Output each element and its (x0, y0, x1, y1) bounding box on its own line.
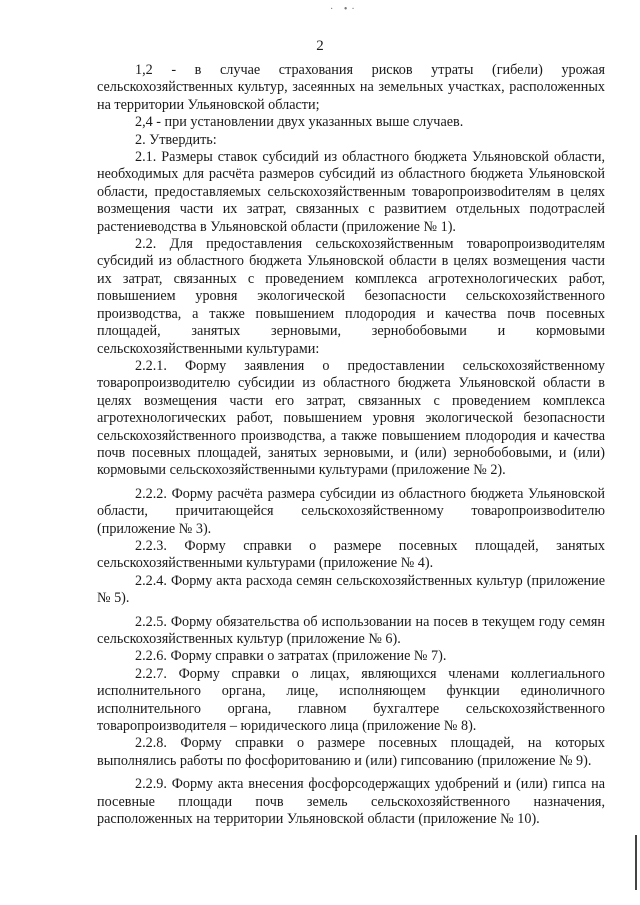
paragraph-2-1: 2.1. Размеры ставок субсидий из областного бюджета Ульяновской области, необходимых для расчёта размеров субсидий из областного бюджета Ульяновской области, предоставляемых сельскохозяйственным товаропроизвоdителям в целях возмещения части их затрат, связанных с развитием отдельных подотраслей растениеводства в Ульяновской области (приложение № 1). (97, 149, 605, 235)
paragraph-2-2-6: 2.2.6. Форму справки о затратах (приложение № 7). (135, 648, 447, 665)
paragraph-2-2-5: 2.2.5. Форму обязательства об использовании на посев в текущем году семян сельскохозяйственных культур (приложение № 6). (97, 613, 605, 647)
page-number: 2 (316, 38, 324, 54)
paragraph-2-4: 2,4 - при установлении двух указанных выше случаев. (135, 114, 464, 131)
paragraph-1-2: 1,2 - в случае страхования рисков утраты (гибели) урожая сельскохозяйственных культур, засеянных на земельных участках, расположенных на территории Ульяновской области; (97, 62, 605, 113)
scan-mark: · •· (330, 4, 359, 15)
paragraph-2-2: 2.2. Для предоставления сельскохозяйственным товаропроизводителям субсидий из областного бюджета Ульяновской области в целях возмещения части их затрат, связанных с проведением комплекса агротехнологических работ, повышением уровня экологической безопасности сельскохозяйственного производства, а также повышением плодородия и качества почв посевных площадей, занятых зерновыми, зернобобовыми и кормовыми сельскохозяйственными культурами: (97, 236, 605, 357)
paragraph-2-2-2: 2.2.2. Форму расчёта размера субсидии из областного бюджета Ульяновской области, причитающейся сельскохозяйственному товаропроизвоdителю (приложение № 3). (97, 485, 605, 537)
paragraph-2-2-7: 2.2.7. Форму справки о лицах, являющихся членами коллегиального исполнительного органа, лице, исполняющем функции единоличного исполнительного органа, главном бухгалтере сельскохозяйственного товаропроизводителя – юридического лица (приложение № 8). (97, 665, 605, 735)
document-body (97, 62, 605, 828)
scan-edge-line (635, 835, 637, 890)
paragraph-2-2-9: 2.2.9. Форму акта внесения фосфорсодержащих удобрений и (или) гипса на посевные площади почв земель сельскохозяйственного назначения, расположенных на территории Ульяновской области (приложение № 10). (97, 776, 605, 828)
paragraph-approve: 2. Утвердить: (135, 131, 217, 148)
paragraph-2-2-8: 2.2.8. Форму справки о размере посевных площадей, на которых выполнялись работы по фосфоритованию и (или) гипсованию (приложение № 9). (97, 735, 605, 769)
paragraph-2-2-1: 2.2.1. Форму заявления о предоставлении сельскохозяйственному товаропроизводителю субсидии из областного бюджета Ульяновской области в целях возмещения части его затрат, связанных с проведением комплекса агротехнологических работ, повышением уровня экологической безопасности сельскохозяйственного производства, а также повышением плодородия и качества почв посевных площадей, занятых зерновыми, и (или) зернобобовыми, и (или) кормовыми сельскохозяйственными культурами (приложение № 2). (97, 357, 605, 479)
paragraph-2-2-4: 2.2.4. Форму акта расхода семян сельскохозяйственных культур (приложение № 5). (97, 572, 605, 607)
paragraph-2-2-3: 2.2.3. Форму справки о размере посевных площадей, занятых сельскохозяйственными культурами (приложение № 4). (97, 537, 605, 572)
